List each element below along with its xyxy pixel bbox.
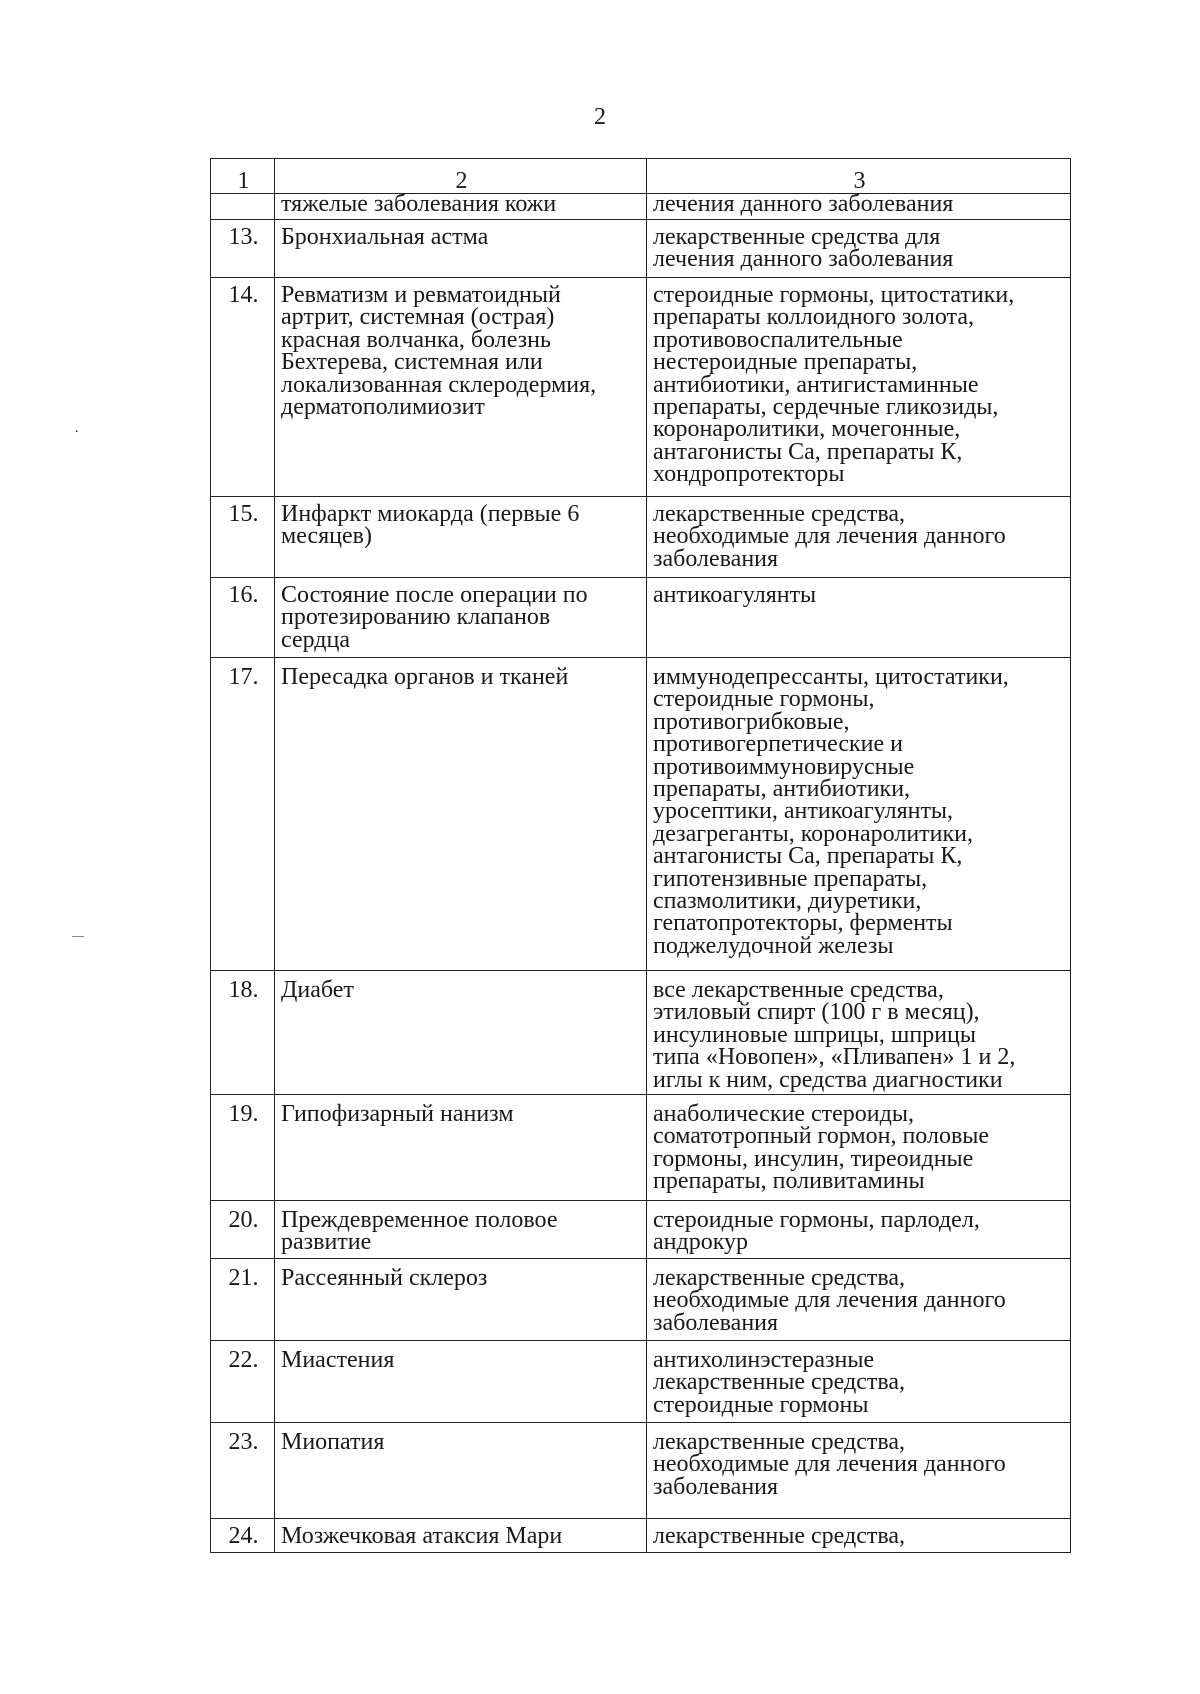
header-col-2: 2 [275, 159, 647, 194]
disease-cell: Ревматизм и ревматоидный артрит, системная (острая) красная волчанка, болезнь Бехтерева, системная или локализованная склеродермия, дерматополимиозит [275, 278, 647, 497]
row-number: 20. [211, 1201, 275, 1259]
row-number [211, 194, 275, 220]
disease-cell: Рассеянный склероз [275, 1259, 647, 1341]
disease-cell: Мозжечковая атаксия Мари [275, 1519, 647, 1553]
drugs-cell: антикоагулянты [647, 578, 1071, 658]
disease-cell: тяжелые заболевания кожи [275, 194, 647, 220]
table-row [211, 278, 1071, 497]
table-row [211, 1423, 1071, 1519]
table-row [211, 971, 1071, 1095]
header-col-3: 3 [647, 159, 1071, 194]
margin-dash [72, 936, 84, 937]
drugs-cell: стероидные гормоны, цитостатики, препараты коллоидного золота, противовоспалительные нестероидные препараты, антибиотики, антигистаминные препараты, сердечные гликозиды, коронаролитики, мочегонные, антагонисты Са, препараты К, хондропротекторы [647, 278, 1071, 497]
disease-cell: Бронхиальная астма [275, 220, 647, 278]
disease-cell: Диабет [275, 971, 647, 1095]
table-row [211, 1519, 1071, 1553]
drugs-cell: антихолинэстеразные лекарственные средства, стероидные гормоны [647, 1341, 1071, 1423]
disease-cell: Пересадка органов и тканей [275, 658, 647, 971]
table-row [211, 497, 1071, 578]
table-row [211, 578, 1071, 658]
disease-cell: Инфаркт миокарда (первые 6 месяцев) [275, 497, 647, 578]
drugs-cell: лечения данного заболевания [647, 194, 1071, 220]
row-number: 24. [211, 1519, 275, 1553]
drugs-cell: лекарственные средства, необходимые для лечения данного заболевания [647, 497, 1071, 578]
disease-cell: Миопатия [275, 1423, 647, 1519]
row-number: 18. [211, 971, 275, 1095]
drugs-cell: стероидные гормоны, парлодел, андрокур [647, 1201, 1071, 1259]
row-number: 16. [211, 578, 275, 658]
table-row [211, 658, 1071, 971]
benefits-table [210, 158, 1071, 1553]
row-number: 22. [211, 1341, 275, 1423]
drugs-cell: лекарственные средства для лечения данного заболевания [647, 220, 1071, 278]
table-row [211, 1259, 1071, 1341]
table-row [211, 1201, 1071, 1259]
drugs-cell: анаболические стероиды, соматотропный гормон, половые гормоны, инсулин, тиреоидные препараты, поливитамины [647, 1095, 1071, 1201]
disease-cell: Миастения [275, 1341, 647, 1423]
drugs-cell: лекарственные средства, необходимые для лечения данного заболевания [647, 1259, 1071, 1341]
table-row [211, 1095, 1071, 1201]
drugs-cell: иммунодепрессанты, цитостатики, стероидные гормоны, противогрибковые, противогерпетические и противоиммуновирусные препараты, антибиотики, уросептики, антикоагулянты, дезагреганты, коронаролитики, антагонисты Са, препараты К, гипотензивные препараты, спазмолитики, диуретики, гепатопротекторы, ферменты поджелудочной железы [647, 658, 1071, 971]
drugs-cell: все лекарственные средства, этиловый спирт (100 г в месяц), инсулиновые шприцы, шприцы типа «Новопен», «Пливапен» 1 и 2, иглы к ним, средства диагностики [647, 971, 1071, 1095]
table-row [211, 1341, 1071, 1423]
header-col-1: 1 [211, 159, 275, 194]
table-row [211, 220, 1071, 278]
row-number: 23. [211, 1423, 275, 1519]
row-number: 13. [211, 220, 275, 278]
row-number: 19. [211, 1095, 275, 1201]
row-number: 17. [211, 658, 275, 971]
drugs-cell: лекарственные средства, необходимые для лечения данного заболевания [647, 1423, 1071, 1519]
margin-mark: ˙ [74, 428, 80, 445]
row-number: 21. [211, 1259, 275, 1341]
disease-cell: Состояние после операции по протезированию клапанов сердца [275, 578, 647, 658]
row-number: 15. [211, 497, 275, 578]
row-number: 14. [211, 278, 275, 497]
table-row-continuation [211, 194, 1071, 220]
table-header-row [211, 159, 1071, 194]
disease-cell: Преждевременное половое развитие [275, 1201, 647, 1259]
drugs-cell: лекарственные средства, [647, 1519, 1071, 1553]
disease-cell: Гипофизарный нанизм [275, 1095, 647, 1201]
page-number: 2 [594, 104, 606, 130]
